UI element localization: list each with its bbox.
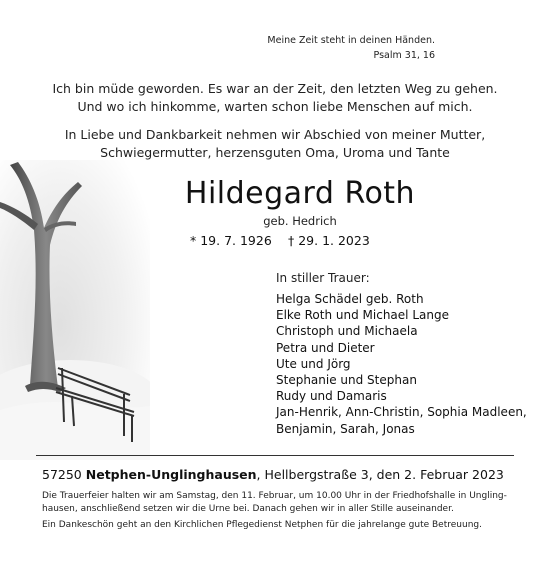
- birth-date: * 19. 7. 1926: [190, 233, 272, 248]
- funeral-notice: [42, 490, 512, 516]
- verse-reference: Psalm 31, 16: [373, 50, 435, 61]
- mourner-name: Benjamin, Sarah, Jonas: [276, 421, 415, 436]
- intro-quote: [0, 80, 550, 116]
- tree-bench-illustration: [0, 160, 150, 460]
- mourner-name: Helga Schädel geb. Roth: [276, 292, 424, 306]
- thanks-notice: Ein Dankeschön geht an den Kirchlichen Pflegedienst Netphen für die jahrelange gute Betreuung.: [42, 520, 482, 530]
- mourner-name: Stephanie und Stephan: [276, 373, 417, 388]
- verse-text: Meine Zeit steht in deinen Händen.: [267, 35, 435, 46]
- town: Netphen-Unglinghausen: [85, 467, 257, 482]
- funeral-line-1: Die Trauerfeier halten wir am Samstag, den 11. Februar, um 10.00 Uhr in der Friedhofshalle in Ungling-: [42, 491, 507, 501]
- postcode: 57250: [42, 467, 82, 482]
- mourner-name: Rudy und Damaris: [276, 389, 387, 404]
- divider: [36, 455, 514, 456]
- farewell-text: [0, 126, 550, 162]
- farewell-line-2: Schwiegermutter, herzensguten Oma, Uroma und Tante: [100, 145, 450, 160]
- mourner-name: Elke Roth und Michael Lange: [276, 308, 449, 323]
- mourners-list: [276, 291, 527, 437]
- intro-line-1: Ich bin müde geworden. Es war an der Zeit, den letzten Weg zu gehen.: [52, 81, 498, 96]
- mourner-name: Ute und Jörg: [276, 356, 351, 371]
- death-date: † 29. 1. 2023: [288, 233, 370, 248]
- mourners-label: In stiller Trauer:: [276, 271, 370, 285]
- funeral-line-2: hausen, anschließend setzen wir die Urne bei. Danach gehen wir in aller Stille auseinander.: [42, 504, 454, 514]
- place-and-date: [42, 467, 504, 482]
- maiden-name: geb. Hedrich: [263, 214, 337, 228]
- deceased-name: Hildegard Roth: [184, 176, 416, 211]
- intro-line-2: Und wo ich hinkomme, warten schon liebe Menschen auf mich.: [77, 99, 473, 114]
- bible-verse: [267, 33, 435, 63]
- farewell-line-1: In Liebe und Dankbarkeit nehmen wir Abschied von meiner Mutter,: [64, 127, 486, 142]
- mourner-name: Christoph und Michaela: [276, 324, 418, 339]
- mourner-name: Petra und Dieter: [276, 340, 375, 355]
- mourner-name: Jan-Henrik, Ann-Christin, Sophia Madleen,: [276, 405, 527, 420]
- address-date: , Hellbergstraße 3, den 2. Februar 2023: [256, 467, 504, 482]
